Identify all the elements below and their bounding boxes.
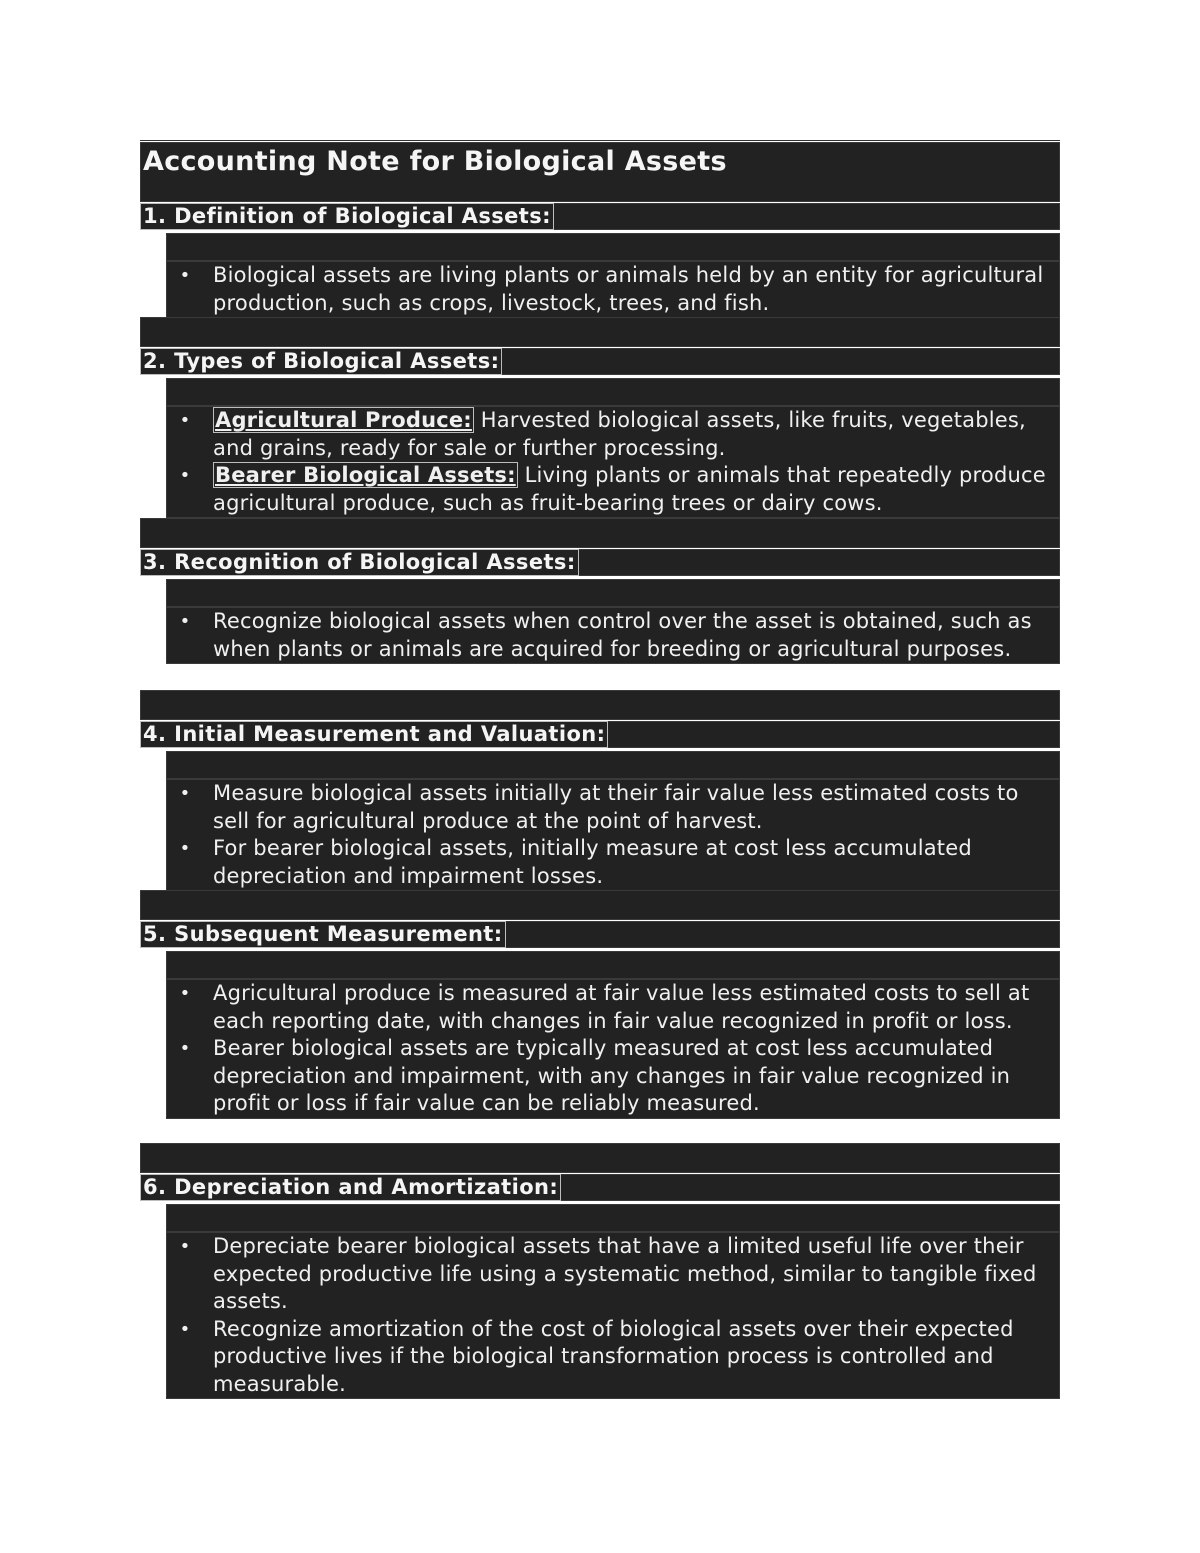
term-agricultural-produce: Agricultural Produce:: [215, 408, 472, 432]
section-2-gap: [140, 518, 1060, 548]
section-3-heading: 3. Recognition of Biological Assets:: [140, 549, 579, 576]
list-item: • Bearer biological assets are typically measured at cost less accumulated depreciation and impairment, with any changes in fair value recognized in profit or loss if fair value can be reliably measured.: [167, 1035, 1059, 1118]
list-item: • Depreciate bearer biological assets that have a limited useful life over their expected productive life using a systematic method, similar to tangible fixed assets.: [167, 1233, 1059, 1316]
list-item: • Biological assets are living plants or animals held by an entity for agricultural production, such as crops, livestock, trees, and fish.: [167, 262, 1059, 317]
section-6-heading: 6. Depreciation and Amortization:: [140, 1174, 561, 1201]
section-5-heading: 5. Subsequent Measurement:: [140, 921, 506, 948]
bullet-icon: •: [179, 783, 191, 804]
section-4-gap: [140, 890, 1060, 920]
title-band: [140, 142, 1060, 202]
bullet-icon: •: [179, 1236, 191, 1257]
section-2-heading: 2. Types of Biological Assets:: [140, 348, 502, 375]
term-bearer-biological-assets: Bearer Biological Assets:: [215, 463, 516, 487]
section-6-list: [166, 1232, 1060, 1399]
list-item: • Recognize biological assets when control over the asset is obtained, such as when plants or animals are acquired for breeding or agricultural purposes.: [167, 608, 1059, 663]
bullet-icon: •: [179, 265, 191, 286]
list-item: • Agricultural Produce: Harvested biological assets, like fruits, vegetables, and grains, ready for sale or further processing.: [167, 407, 1059, 462]
document-title: Accounting Note for Biological Assets: [143, 146, 727, 177]
section-4-list: [166, 779, 1060, 891]
section-6-spacer: [166, 1204, 1060, 1232]
list-item: • Recognize amortization of the cost of biological assets over their expected productive lives if the biological transformation process is controlled and measurable.: [167, 1316, 1059, 1399]
list-item: • Agricultural produce is measured at fair value less estimated costs to sell at each reporting date, with changes in fair value recognized in profit or loss.: [167, 980, 1059, 1035]
section-3-gap: [140, 690, 1060, 720]
section-5-gap: [140, 1143, 1060, 1173]
list-item: • Bearer Biological Assets: Living plants or animals that repeatedly produce agricultural produce, such as fruit-bearing trees or dairy cows.: [167, 462, 1059, 517]
section-1-heading: 1. Definition of Biological Assets:: [140, 203, 554, 230]
section-5-spacer: [166, 951, 1060, 979]
section-3-list: [166, 607, 1060, 664]
bullet-icon: •: [179, 611, 191, 632]
section-4-heading: 4. Initial Measurement and Valuation:: [140, 721, 608, 748]
list-item: • Measure biological assets initially at their fair value less estimated costs to sell for agricultural produce at the point of harvest.: [167, 780, 1059, 835]
top-rule: [140, 140, 1060, 141]
bullet-icon: •: [179, 465, 191, 486]
bullet-icon: •: [179, 1318, 191, 1340]
section-1-gap: [140, 317, 1060, 347]
section-5-list: [166, 979, 1060, 1119]
bullet-icon: •: [179, 983, 191, 1004]
bullet-icon: •: [179, 410, 191, 431]
section-4-spacer: [166, 751, 1060, 779]
section-2-list: [166, 406, 1060, 518]
section-1-spacer: [166, 233, 1060, 261]
list-item: • For bearer biological assets, initially measure at cost less accumulated depreciation and impairment losses.: [167, 835, 1059, 890]
bullet-icon: •: [179, 1038, 191, 1059]
section-3-spacer: [166, 579, 1060, 607]
bullet-icon: •: [179, 838, 191, 859]
section-2-spacer: [166, 378, 1060, 406]
section-1-list: [166, 261, 1060, 318]
